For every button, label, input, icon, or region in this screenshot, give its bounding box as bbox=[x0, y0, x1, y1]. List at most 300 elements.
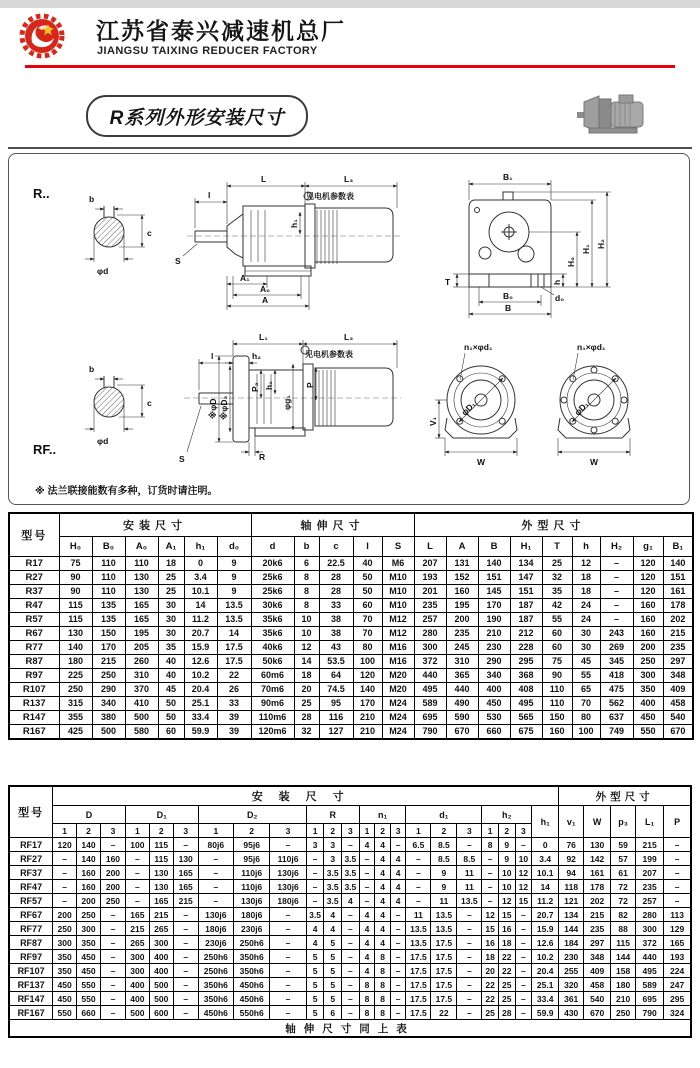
value-cell: 14 bbox=[184, 598, 217, 612]
value-cell: 20 bbox=[482, 964, 499, 978]
value-cell: M24 bbox=[382, 724, 414, 739]
value-cell: 20 bbox=[294, 682, 319, 696]
value-cell: 5 bbox=[324, 992, 342, 1006]
model-cell: R67 bbox=[9, 626, 59, 640]
value-cell: 562 bbox=[600, 696, 633, 710]
value-cell: 425 bbox=[59, 724, 92, 739]
value-cell: 230j6 bbox=[233, 922, 269, 936]
value-cell: 0 bbox=[532, 838, 559, 852]
gear-star-logo-icon bbox=[18, 12, 66, 60]
value-cell: 361 bbox=[559, 992, 584, 1006]
value-cell: 8 bbox=[294, 584, 319, 598]
column-header: l bbox=[353, 536, 382, 556]
model-cell: RF77 bbox=[9, 922, 53, 936]
value-cell: 4 bbox=[375, 922, 391, 936]
column-header: v₁ bbox=[559, 806, 584, 838]
value-cell: 12 bbox=[294, 640, 319, 654]
value-cell: – bbox=[515, 1006, 532, 1020]
table-row bbox=[9, 710, 693, 724]
value-cell: 300 bbox=[125, 950, 149, 964]
value-cell: 17.5 bbox=[431, 936, 457, 950]
value-cell: – bbox=[100, 964, 125, 978]
value-cell: – bbox=[600, 598, 633, 612]
value-cell: 200 bbox=[100, 866, 125, 880]
dim-phiD1-label: φD₁ bbox=[459, 399, 478, 418]
value-cell: – bbox=[515, 978, 532, 992]
value-cell: 8 bbox=[294, 598, 319, 612]
value-cell: 4 bbox=[324, 922, 342, 936]
value-cell: 3.5 bbox=[324, 894, 342, 908]
value-cell: 18 bbox=[482, 950, 499, 964]
value-cell: 9 bbox=[217, 570, 251, 584]
dim-V1-label: V₁ bbox=[428, 416, 438, 426]
group-shaft: 轴伸尺寸 bbox=[251, 513, 414, 536]
value-cell: 300 bbox=[633, 668, 663, 682]
value-cell: 11 bbox=[406, 908, 431, 922]
value-cell: 365 bbox=[446, 668, 478, 682]
value-cell: 178 bbox=[663, 598, 693, 612]
value-cell: 42 bbox=[542, 598, 572, 612]
column-header: c bbox=[319, 536, 353, 556]
value-cell: 9 bbox=[498, 838, 515, 852]
model-cell: RF17 bbox=[9, 838, 53, 852]
value-cell: 210 bbox=[478, 626, 510, 640]
value-cell: – bbox=[125, 880, 149, 894]
sub-index-header: 3 bbox=[100, 824, 125, 838]
value-cell: – bbox=[270, 978, 306, 992]
model-cell: R137 bbox=[9, 696, 59, 710]
group-install: 安装尺寸 bbox=[59, 513, 251, 536]
value-cell: 90 bbox=[542, 668, 572, 682]
table-row bbox=[9, 556, 693, 570]
subgroup-header: d₁ bbox=[406, 806, 482, 824]
value-cell: 25 bbox=[158, 584, 184, 598]
value-cell: 440 bbox=[636, 950, 664, 964]
value-cell: 5 bbox=[306, 1006, 324, 1020]
dim-A-label: A bbox=[262, 295, 269, 305]
shaft-note-footer: 轴伸尺寸同上表 bbox=[9, 1020, 691, 1038]
value-cell: 193 bbox=[414, 570, 446, 584]
value-cell: 28 bbox=[319, 570, 353, 584]
value-cell: – bbox=[664, 852, 691, 866]
value-cell: 110 bbox=[542, 682, 572, 696]
value-cell: 215 bbox=[636, 838, 664, 852]
sub-index-header: 1 bbox=[125, 824, 149, 838]
value-cell: 9 bbox=[498, 852, 515, 866]
table-row bbox=[9, 1006, 691, 1020]
value-cell: 8.5 bbox=[431, 838, 457, 852]
rf-view-label: RF.. bbox=[33, 442, 57, 457]
value-cell: 257 bbox=[414, 612, 446, 626]
value-cell: – bbox=[198, 880, 233, 894]
subgroup-header: h₂ bbox=[482, 806, 532, 824]
dim-R-label: R bbox=[259, 452, 266, 462]
value-cell: 3 bbox=[324, 852, 342, 866]
value-cell: 340 bbox=[92, 696, 125, 710]
column-header: g₁ bbox=[633, 536, 663, 556]
value-cell: 215 bbox=[173, 894, 198, 908]
value-cell: 115 bbox=[611, 936, 636, 950]
value-cell: 450 bbox=[633, 710, 663, 724]
value-cell: 25.1 bbox=[532, 978, 559, 992]
value-cell: 3.5 bbox=[342, 880, 360, 894]
value-cell: 110 bbox=[92, 556, 125, 570]
table-row bbox=[9, 922, 691, 936]
sub-index-header: 3 bbox=[390, 824, 406, 838]
value-cell: 140 bbox=[59, 640, 92, 654]
dim-h1-label: h₁ bbox=[289, 219, 299, 228]
value-cell: – bbox=[100, 950, 125, 964]
model-cell: RF47 bbox=[9, 880, 53, 894]
value-cell: 16 bbox=[498, 922, 515, 936]
model-cell: RF147 bbox=[9, 992, 53, 1006]
table-row bbox=[9, 668, 693, 682]
table-row bbox=[9, 626, 693, 640]
table-row bbox=[9, 880, 691, 894]
value-cell: 590 bbox=[446, 710, 478, 724]
sub-index-header: 2 bbox=[324, 824, 342, 838]
value-cell: 250h6 bbox=[233, 936, 269, 950]
value-cell: 235 bbox=[446, 626, 478, 640]
model-cell: R27 bbox=[9, 570, 59, 584]
model-cell: RF87 bbox=[9, 936, 53, 950]
value-cell: 500 bbox=[149, 992, 173, 1006]
value-cell: 110 bbox=[125, 556, 158, 570]
value-cell: 161 bbox=[663, 584, 693, 598]
company-logo bbox=[18, 12, 66, 60]
value-cell: 193 bbox=[664, 950, 691, 964]
value-cell: 202 bbox=[663, 612, 693, 626]
value-cell: – bbox=[173, 936, 198, 950]
value-cell: – bbox=[390, 838, 406, 852]
dim-W-label: W bbox=[477, 457, 486, 467]
value-cell: – bbox=[359, 894, 375, 908]
value-cell: M12 bbox=[382, 612, 414, 626]
value-cell: 5 bbox=[306, 964, 324, 978]
sub-index-header: 1 bbox=[53, 824, 77, 838]
subgroup-header: n₁ bbox=[359, 806, 406, 824]
value-cell: 3.5 bbox=[324, 866, 342, 880]
value-cell: 142 bbox=[584, 852, 611, 866]
value-cell: 28 bbox=[498, 1006, 515, 1020]
value-cell: 12.6 bbox=[184, 654, 217, 668]
value-cell: 10 bbox=[294, 626, 319, 640]
value-cell: 255 bbox=[559, 964, 584, 978]
value-cell: – bbox=[125, 866, 149, 880]
sub-index-header: 3 bbox=[173, 824, 198, 838]
value-cell: 116 bbox=[319, 710, 353, 724]
column-header: H₂ bbox=[600, 536, 633, 556]
value-cell: 144 bbox=[611, 950, 636, 964]
model-cell: R147 bbox=[9, 710, 59, 724]
value-cell: 4 bbox=[375, 838, 391, 852]
value-cell: 170 bbox=[92, 640, 125, 654]
value-cell: 201 bbox=[414, 584, 446, 598]
value-cell: 110j6 bbox=[233, 866, 269, 880]
column-header: W bbox=[584, 806, 611, 838]
table-row bbox=[9, 894, 691, 908]
value-cell: 11.2 bbox=[532, 894, 559, 908]
value-cell: 110 bbox=[92, 584, 125, 598]
value-cell: 59 bbox=[611, 838, 636, 852]
model-cell: RF107 bbox=[9, 964, 53, 978]
value-cell: 250 bbox=[77, 908, 101, 922]
value-cell: 76 bbox=[559, 838, 584, 852]
value-cell: 418 bbox=[600, 668, 633, 682]
value-cell: 6.5 bbox=[406, 838, 431, 852]
value-cell: 500 bbox=[125, 1006, 149, 1020]
column-header: H₀ bbox=[59, 536, 92, 556]
value-cell: 409 bbox=[663, 682, 693, 696]
value-cell: 25 bbox=[482, 1006, 499, 1020]
value-cell: 300 bbox=[53, 936, 77, 950]
subgroup-header: D₂ bbox=[198, 806, 306, 824]
value-cell: – bbox=[342, 922, 360, 936]
value-cell: 161 bbox=[584, 866, 611, 880]
value-cell: 13.5 bbox=[457, 894, 482, 908]
value-cell: 14 bbox=[217, 626, 251, 640]
value-cell: 60 bbox=[542, 626, 572, 640]
value-cell: 8 bbox=[375, 978, 391, 992]
dim-P3-label: P₃ bbox=[250, 382, 260, 392]
value-cell: – bbox=[342, 964, 360, 978]
table-row bbox=[9, 978, 691, 992]
value-cell: – bbox=[457, 978, 482, 992]
value-cell: – bbox=[457, 992, 482, 1006]
value-cell: 129 bbox=[664, 922, 691, 936]
value-cell: 72 bbox=[611, 894, 636, 908]
value-cell: 80 bbox=[353, 640, 382, 654]
value-cell: 20.7 bbox=[184, 626, 217, 640]
value-cell: 14 bbox=[294, 654, 319, 668]
value-cell: – bbox=[342, 1006, 360, 1020]
value-cell: 30 bbox=[158, 612, 184, 626]
value-cell: 5 bbox=[324, 964, 342, 978]
value-cell: 10 bbox=[498, 866, 515, 880]
value-cell: 450h6 bbox=[198, 1006, 233, 1020]
value-cell: 3 bbox=[306, 838, 324, 852]
value-cell: 5 bbox=[324, 950, 342, 964]
value-cell: 127 bbox=[319, 724, 353, 739]
value-cell: 26 bbox=[217, 682, 251, 696]
value-cell: 580 bbox=[125, 724, 158, 739]
value-cell: 55 bbox=[542, 612, 572, 626]
company-name-cn: 江苏省泰兴减速机总厂 bbox=[96, 18, 346, 44]
dim-S-label: S bbox=[175, 256, 181, 266]
value-cell: 115 bbox=[59, 612, 92, 626]
value-cell: 140 bbox=[663, 556, 693, 570]
value-cell: 130 bbox=[125, 570, 158, 584]
value-cell: 160 bbox=[542, 724, 572, 739]
table-row bbox=[9, 936, 691, 950]
value-cell: – bbox=[198, 866, 233, 880]
value-cell: – bbox=[482, 852, 499, 866]
value-cell: 230j6 bbox=[198, 936, 233, 950]
value-cell: 32 bbox=[294, 724, 319, 739]
value-cell: 130j6 bbox=[270, 880, 306, 894]
dim-h-label: h bbox=[552, 279, 562, 285]
value-cell: 70 bbox=[353, 612, 382, 626]
value-cell: 350 bbox=[633, 682, 663, 696]
dim-b-label: b bbox=[89, 194, 95, 204]
value-cell: – bbox=[359, 852, 375, 866]
column-header: h₁ bbox=[184, 536, 217, 556]
value-cell: 589 bbox=[636, 978, 664, 992]
column-header: P bbox=[664, 806, 691, 838]
value-cell: 22 bbox=[498, 964, 515, 978]
value-cell: – bbox=[457, 936, 482, 950]
value-cell: 180j6 bbox=[270, 894, 306, 908]
value-cell: 130 bbox=[149, 866, 173, 880]
value-cell: 310 bbox=[125, 668, 158, 682]
value-cell: – bbox=[390, 922, 406, 936]
value-cell: 250 bbox=[59, 682, 92, 696]
value-cell: 450 bbox=[77, 964, 101, 978]
value-cell: 8 bbox=[375, 1006, 391, 1020]
value-cell: 5 bbox=[306, 950, 324, 964]
model-cell: R167 bbox=[9, 724, 59, 739]
value-cell: 178 bbox=[584, 880, 611, 894]
value-cell: 300 bbox=[77, 922, 101, 936]
value-cell: 12.6 bbox=[532, 936, 559, 950]
value-cell: 33.4 bbox=[184, 710, 217, 724]
value-cell: 235 bbox=[414, 598, 446, 612]
value-cell: – bbox=[270, 922, 306, 936]
value-cell: 3 bbox=[324, 838, 342, 852]
value-cell: 15.9 bbox=[532, 922, 559, 936]
value-cell: 150 bbox=[92, 626, 125, 640]
value-cell: 324 bbox=[664, 1006, 691, 1020]
value-cell: 4 bbox=[375, 866, 391, 880]
motor-ref-note-2: 见电机参数表 bbox=[305, 350, 353, 359]
value-cell: 210 bbox=[353, 724, 382, 739]
dim-L-label: L bbox=[261, 174, 267, 184]
value-cell: 450h6 bbox=[233, 992, 269, 1006]
value-cell: 250 bbox=[92, 668, 125, 682]
value-cell: 135 bbox=[92, 612, 125, 626]
value-cell: 115 bbox=[149, 838, 173, 852]
value-cell: – bbox=[482, 894, 499, 908]
value-cell: 120 bbox=[53, 838, 77, 852]
value-cell: 13.5 bbox=[217, 598, 251, 612]
value-cell: 70m6 bbox=[251, 682, 294, 696]
sub-index-header: 3 bbox=[270, 824, 306, 838]
value-cell: 35k6 bbox=[251, 612, 294, 626]
value-cell: – bbox=[342, 950, 360, 964]
value-cell: 61 bbox=[611, 866, 636, 880]
value-cell: 18 bbox=[158, 556, 184, 570]
red-divider bbox=[25, 65, 675, 68]
sub-index-header: 1 bbox=[306, 824, 324, 838]
value-cell: – bbox=[53, 880, 77, 894]
value-cell: 8 bbox=[375, 964, 391, 978]
value-cell: 540 bbox=[663, 710, 693, 724]
model-cell: R87 bbox=[9, 654, 59, 668]
value-cell: 295 bbox=[664, 992, 691, 1006]
value-cell: 550 bbox=[77, 978, 101, 992]
value-cell: 495 bbox=[510, 696, 542, 710]
value-cell: 247 bbox=[664, 978, 691, 992]
value-cell: 8 bbox=[482, 838, 499, 852]
dim-L1-label: L₁ bbox=[259, 332, 268, 342]
table-row bbox=[9, 612, 693, 626]
r-view-label: R.. bbox=[33, 186, 50, 201]
value-cell: 380 bbox=[92, 710, 125, 724]
column-header: d₀ bbox=[217, 536, 251, 556]
value-cell: 180j6 bbox=[233, 908, 269, 922]
value-cell: 600 bbox=[149, 1006, 173, 1020]
dim-B0-label: B₀ bbox=[503, 291, 513, 301]
value-cell: 147 bbox=[510, 570, 542, 584]
column-header: A₁ bbox=[158, 536, 184, 556]
value-cell: 110m6 bbox=[251, 710, 294, 724]
column-header: L₁ bbox=[636, 806, 664, 838]
value-cell: 400 bbox=[149, 950, 173, 964]
value-cell: 33 bbox=[319, 598, 353, 612]
value-cell: 59.9 bbox=[532, 1006, 559, 1020]
value-cell: 350h6 bbox=[198, 992, 233, 1006]
value-cell: 160 bbox=[633, 612, 663, 626]
value-cell: 4 bbox=[375, 936, 391, 950]
value-cell: 140 bbox=[478, 556, 510, 570]
value-cell: 3.4 bbox=[532, 852, 559, 866]
value-cell: – bbox=[390, 936, 406, 950]
rf-series-dimension-table bbox=[8, 785, 692, 1038]
value-cell: 22 bbox=[431, 1006, 457, 1020]
value-cell: – bbox=[306, 880, 324, 894]
value-cell: 13.5 bbox=[406, 936, 431, 950]
dim-S-label-2: S bbox=[179, 454, 185, 464]
dim-h1-label-2: h₁ bbox=[264, 381, 274, 390]
value-cell: – bbox=[100, 908, 125, 922]
value-cell: 38 bbox=[319, 626, 353, 640]
value-cell: 38 bbox=[319, 612, 353, 626]
dim-l-label-2: l bbox=[211, 351, 214, 361]
column-header: B₁ bbox=[663, 536, 693, 556]
company-name-en: JIANGSU TAIXING REDUCER FACTORY bbox=[97, 45, 318, 57]
value-cell: – bbox=[306, 894, 324, 908]
value-cell: 17.5 bbox=[406, 1006, 431, 1020]
value-cell: – bbox=[482, 866, 499, 880]
value-cell: 3.4 bbox=[184, 570, 217, 584]
value-cell: 160 bbox=[100, 852, 125, 866]
value-cell: 670 bbox=[663, 724, 693, 739]
value-cell: 250 bbox=[633, 654, 663, 668]
value-cell: – bbox=[306, 866, 324, 880]
value-cell: – bbox=[270, 908, 306, 922]
value-cell: 180 bbox=[611, 978, 636, 992]
value-cell: 140 bbox=[77, 838, 101, 852]
value-cell: 320 bbox=[559, 978, 584, 992]
value-cell: 475 bbox=[600, 682, 633, 696]
value-cell: 17.5 bbox=[431, 950, 457, 964]
value-cell: 4 bbox=[324, 908, 342, 922]
value-cell: 13.5 bbox=[406, 922, 431, 936]
value-cell: – bbox=[100, 978, 125, 992]
value-cell: 25 bbox=[158, 570, 184, 584]
dim-d0-label: d₀ bbox=[555, 293, 565, 303]
value-cell: 135 bbox=[92, 598, 125, 612]
value-cell: – bbox=[270, 936, 306, 950]
value-cell: 17.5 bbox=[406, 964, 431, 978]
value-cell: 450 bbox=[53, 978, 77, 992]
value-cell: 310 bbox=[446, 654, 478, 668]
table-row bbox=[9, 640, 693, 654]
value-cell: – bbox=[100, 922, 125, 936]
model-header-2: 型号 bbox=[9, 786, 53, 838]
value-cell: – bbox=[515, 922, 532, 936]
table-row bbox=[9, 992, 691, 1006]
